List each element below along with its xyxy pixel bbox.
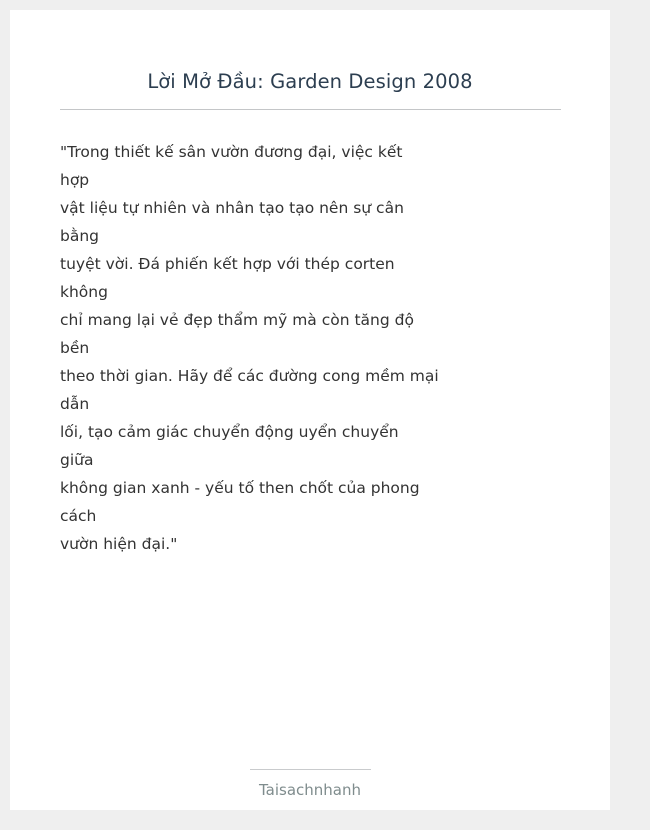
quote-line: bền — [60, 339, 90, 357]
footer-divider — [250, 769, 371, 770]
quote-line: theo thời gian. Hãy để các đường cong mềm mại — [60, 367, 439, 385]
document-title: Lời Mở Đầu: Garden Design 2008 — [147, 70, 473, 93]
quote-line: không — [60, 283, 108, 301]
quote-line: dẫn — [60, 395, 90, 413]
footer-brand: Taisachnhanh — [258, 781, 362, 799]
quote-line: hợp — [60, 171, 90, 189]
quote-block — [60, 138, 560, 558]
quote-line: bằng — [60, 227, 99, 245]
quote-line: "Trong thiết kế sân vườn đương đại, việc kết — [60, 143, 403, 161]
quote-line: tuyệt vời. Đá phiến kết hợp với thép corten — [60, 255, 395, 273]
quote-line: cách — [60, 507, 97, 525]
title-divider — [60, 109, 561, 110]
quote-line: vườn hiện đại." — [60, 535, 178, 553]
quote-line: lối, tạo cảm giác chuyển động uyển chuyển — [60, 423, 399, 441]
quote-line: không gian xanh - yếu tố then chốt của phong — [60, 479, 420, 497]
document-page — [10, 10, 610, 810]
quote-line: chỉ mang lại vẻ đẹp thẩm mỹ mà còn tăng độ — [60, 311, 414, 329]
quote-line: giữa — [60, 451, 94, 469]
quote-line: vật liệu tự nhiên và nhân tạo tạo nên sự cân — [60, 199, 404, 217]
